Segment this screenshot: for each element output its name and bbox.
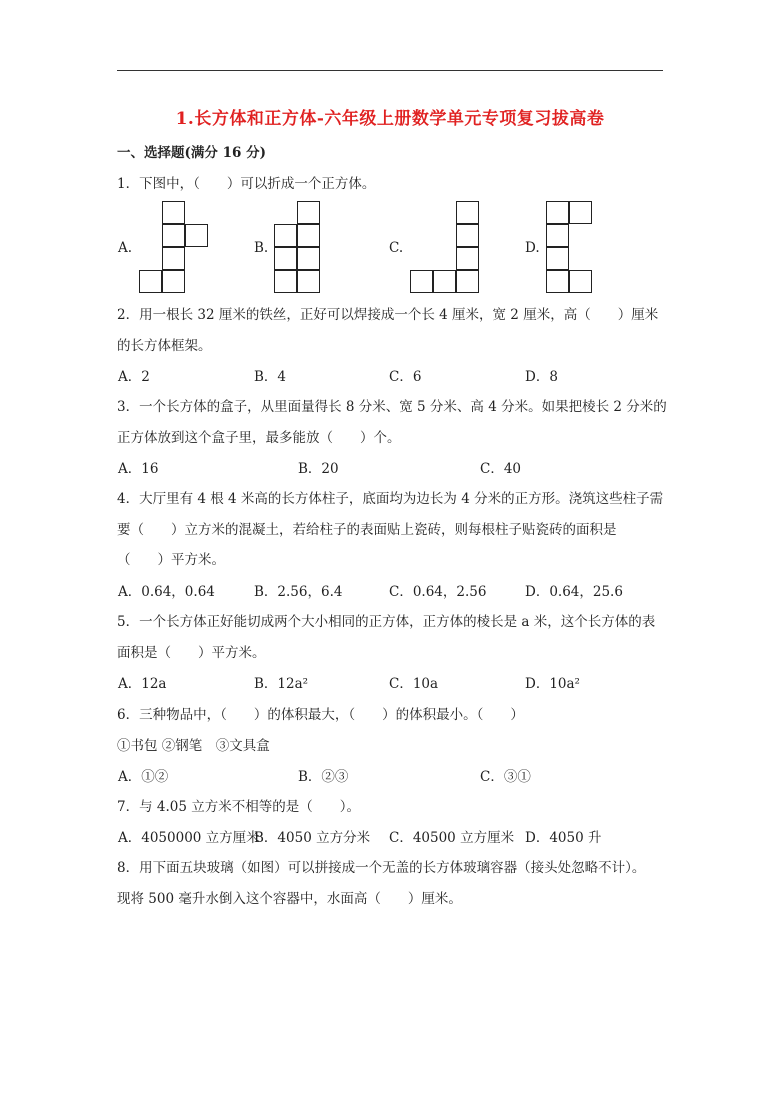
- q7-option-c: C．40500 立方厘米: [389, 830, 515, 846]
- q5-option-b: B．12a²: [254, 676, 309, 692]
- q5-option-d: D．10a²: [525, 676, 580, 692]
- q1-option-d-label: D.: [525, 240, 540, 256]
- q7-option-a: A．4050000 立方厘米: [118, 830, 260, 846]
- q6-option-b: B．②③: [298, 769, 349, 785]
- q2-option-c: C．6: [389, 369, 422, 385]
- question-7: 7．与 4.05 立方米不相等的是（ ）。: [117, 799, 360, 815]
- q5-option-a: A．12a: [118, 676, 167, 692]
- section-heading: 一、选择题(满分 16 分): [117, 145, 266, 161]
- q2-option-a: A．2: [118, 369, 150, 385]
- question-2-line-1: 2．用一根长 32 厘米的铁丝，正好可以焊接成一个长 4 厘米，宽 2 厘米，高（ ）厘米: [117, 307, 659, 323]
- question-6-line-2: ①书包 ②钢笔 ③文具盒: [117, 738, 270, 754]
- question-1: 1．下图中，（ ）可以折成一个正方体。: [117, 176, 376, 192]
- q2-option-d: D．8: [525, 369, 558, 385]
- q4-option-c: C．0.64，2.56: [389, 584, 487, 600]
- question-5-line-1: 5．一个长方体正好能切成两个大小相同的正方体，正方体的棱长是 a 米，这个长方体的表: [117, 614, 656, 630]
- q4-option-d: D．0.64，25.6: [525, 584, 623, 600]
- question-5-line-2: 面积是（ ）平方米。: [117, 645, 266, 661]
- header-rule: [117, 70, 663, 71]
- q5-option-c: C．10a: [389, 676, 439, 692]
- q7-option-b: B．4050 立方分米: [254, 830, 371, 846]
- question-3-line-2: 正方体放到这个盒子里，最多能放（ ）个。: [117, 430, 401, 446]
- q1-option-a-label: A.: [118, 240, 133, 256]
- q2-option-b: B．4: [254, 369, 287, 385]
- q4-option-b: B．2.56，6.4: [254, 584, 343, 600]
- question-3-line-1: 3．一个长方体的盒子，从里面量得长 8 分米、宽 5 分米、高 4 分米。如果把棱长 2 分米的: [117, 399, 667, 415]
- q6-option-c: C．③①: [480, 769, 531, 785]
- q3-option-c: C．40: [480, 461, 522, 477]
- question-2-line-2: 的长方体框架。: [117, 338, 212, 354]
- q7-option-d: D．4050 升: [525, 830, 602, 846]
- question-4-line-3: （ ）平方米。: [117, 552, 225, 568]
- page-title: 1.长方体和正方体-六年级上册数学单元专项复习拔高卷: [175, 109, 605, 129]
- q6-option-a: A．①②: [118, 769, 169, 785]
- q4-option-a: A．0.64，0.64: [118, 584, 215, 600]
- question-8-line-1: 8．用下面五块玻璃（如图）可以拼接成一个无盖的长方体玻璃容器（接头处忽略不计）。: [117, 860, 646, 876]
- q1-option-b-label: B.: [254, 240, 269, 256]
- q3-option-b: B．20: [298, 461, 339, 477]
- q1-option-c-label: C.: [389, 240, 404, 256]
- question-4-line-2: 要（ ）立方米的混凝土，若给柱子的表面贴上瓷砖，则每根柱子贴瓷砖的面积是: [117, 522, 617, 538]
- question-4-line-1: 4．大厅里有 4 根 4 米高的长方体柱子，底面均为边长为 4 分米的正方形。浇筑这些柱子需: [117, 491, 664, 507]
- question-6-line-1: 6．三种物品中，（ ）的体积最大，（ ）的体积最小。（ ）: [117, 707, 524, 723]
- q3-option-a: A．16: [118, 461, 159, 477]
- question-8-line-2: 现将 500 毫升水倒入这个容器中，水面高（ ）厘米。: [117, 891, 462, 907]
